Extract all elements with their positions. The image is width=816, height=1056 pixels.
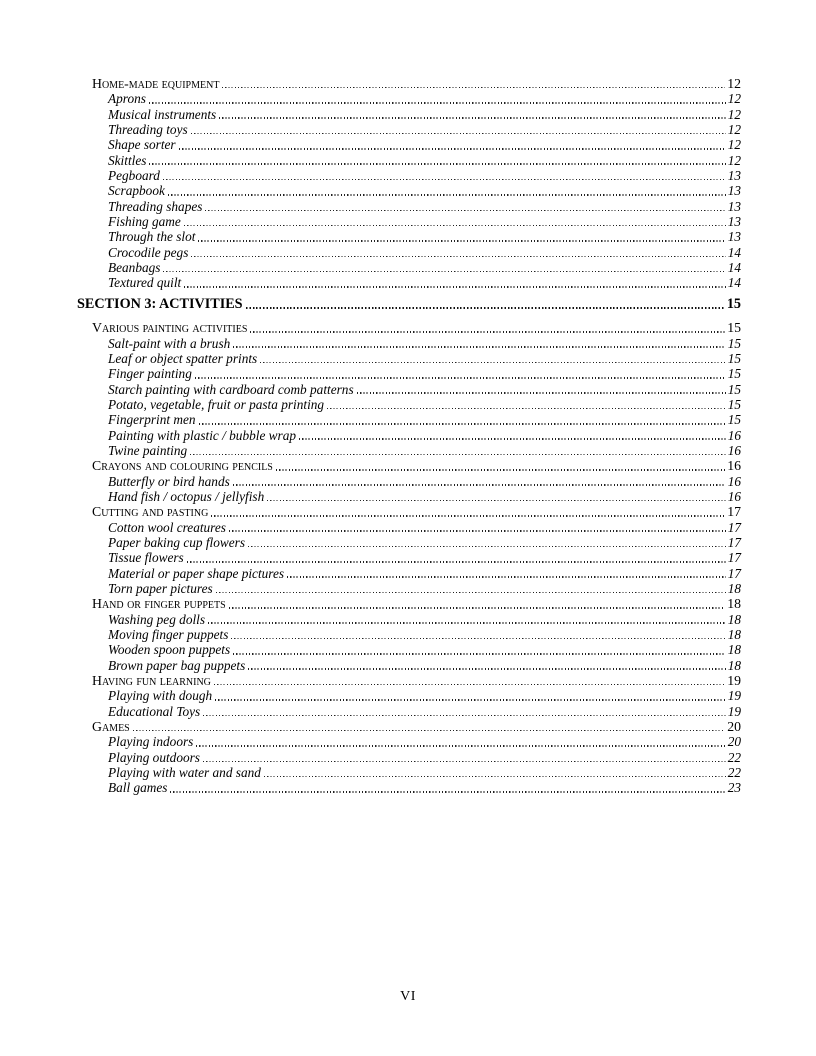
toc-dot-leader xyxy=(203,761,726,763)
toc-entry-title[interactable]: Through the slot xyxy=(108,229,196,245)
toc-entry-title[interactable]: Shape sorter xyxy=(108,137,176,153)
toc-entry-title[interactable]: Ball games xyxy=(108,780,168,796)
toc-entry-page-number: 19 xyxy=(727,703,741,719)
toc-dot-leader xyxy=(276,469,725,471)
table-of-contents xyxy=(77,76,741,796)
toc-entry[interactable] xyxy=(77,474,741,489)
toc-entry[interactable] xyxy=(77,397,741,412)
toc-entry-title[interactable]: Textured quilt xyxy=(108,275,182,291)
toc-entry-page-number: 18 xyxy=(727,581,741,596)
toc-entry[interactable] xyxy=(77,780,741,795)
toc-entry-title[interactable]: Washing peg dolls xyxy=(108,611,206,627)
toc-dot-leader xyxy=(287,576,726,578)
toc-entry-title[interactable]: Wooden spoon puppets xyxy=(108,642,231,658)
toc-dot-leader xyxy=(187,561,726,563)
toc-entry-title[interactable]: Beanbags xyxy=(108,260,161,276)
toc-dot-leader xyxy=(229,607,726,609)
toc-entry-page-number: 17 xyxy=(727,519,741,535)
toc-entry-title[interactable]: Starch painting with cardboard comb patterns xyxy=(108,381,354,397)
toc-dot-leader xyxy=(299,438,726,440)
toc-entry-page-number: 13 xyxy=(727,168,741,184)
toc-dot-leader xyxy=(184,286,725,288)
toc-entry-page-number: 13 xyxy=(727,229,741,245)
toc-entry-page-number: 14 xyxy=(727,275,741,291)
toc-entry[interactable] xyxy=(77,642,741,657)
toc-entry-page-number: 19 xyxy=(727,673,741,689)
toc-dot-leader xyxy=(184,225,726,227)
toc-entry[interactable] xyxy=(77,566,741,581)
toc-entry[interactable] xyxy=(77,214,741,229)
toc-entry[interactable] xyxy=(77,297,741,312)
toc-dot-leader xyxy=(211,515,725,517)
toc-dot-leader xyxy=(168,194,726,196)
toc-entry-page-number: 18 xyxy=(727,642,741,658)
toc-entry-title[interactable]: Torn paper pictures xyxy=(108,581,213,596)
toc-entry-page-number: 12 xyxy=(727,122,741,138)
toc-entry[interactable] xyxy=(77,734,741,749)
toc-entry[interactable] xyxy=(77,320,741,335)
toc-dot-leader xyxy=(199,423,726,425)
toc-dot-leader xyxy=(246,307,725,309)
toc-dot-leader xyxy=(357,392,726,394)
toc-dot-leader xyxy=(231,638,725,640)
toc-entry-title[interactable]: Crayons and colouring pencils xyxy=(92,458,273,474)
toc-entry-page-number: 18 xyxy=(727,657,741,673)
toc-entry-title[interactable]: Twine painting xyxy=(108,442,188,458)
toc-entry[interactable] xyxy=(77,520,741,535)
toc-dot-leader xyxy=(191,133,726,135)
toc-dot-leader xyxy=(264,776,726,778)
toc-entry-title[interactable]: Cotton wool creatures xyxy=(108,519,226,535)
toc-entry[interactable] xyxy=(77,153,741,168)
toc-entry-title[interactable]: Painting with plastic / bubble wrap xyxy=(108,427,297,443)
toc-entry[interactable] xyxy=(77,199,741,214)
toc-entry[interactable] xyxy=(77,443,741,458)
toc-dot-leader xyxy=(190,454,726,456)
footer-page-number: VI xyxy=(400,989,416,1004)
toc-dot-leader xyxy=(196,745,725,747)
toc-entry-page-number: 16 xyxy=(727,458,741,474)
toc-entry[interactable] xyxy=(77,704,741,719)
toc-entry[interactable] xyxy=(77,275,741,290)
toc-entry[interactable] xyxy=(77,351,741,366)
toc-entry-page-number: 18 xyxy=(727,611,741,627)
toc-entry-page-number: 12 xyxy=(727,91,741,107)
toc-entry-title[interactable]: Fishing game xyxy=(108,214,181,230)
toc-entry-page-number: 15 xyxy=(727,381,741,397)
toc-dot-leader xyxy=(133,730,725,732)
toc-entry[interactable] xyxy=(77,76,741,91)
toc-entry[interactable] xyxy=(77,412,741,427)
toc-entry-title[interactable]: SECTION 3: ACTIVITIES xyxy=(77,295,243,312)
toc-entry[interactable] xyxy=(77,688,741,703)
toc-entry-title[interactable]: Fingerprint men xyxy=(108,412,196,428)
toc-entry-page-number: 12 xyxy=(727,137,741,153)
toc-dot-leader xyxy=(233,484,726,486)
toc-entry-title[interactable]: Potato, vegetable, fruit or pasta printing xyxy=(108,396,325,412)
toc-entry-page-number: 22 xyxy=(727,749,741,765)
toc-entry[interactable] xyxy=(77,122,741,137)
toc-entry-title[interactable]: Various painting activities xyxy=(92,320,248,336)
toc-entry-page-number: 16 xyxy=(727,488,741,504)
toc-entry-page-number: 16 xyxy=(727,427,741,443)
toc-entry-title[interactable]: Moving finger puppets xyxy=(108,627,229,643)
toc-dot-leader xyxy=(327,408,726,410)
toc-dot-leader xyxy=(215,699,726,701)
toc-entry-page-number: 12 xyxy=(727,106,741,122)
toc-entry-page-number: 19 xyxy=(727,688,741,704)
toc-entry-page-number: 23 xyxy=(727,780,741,796)
toc-entry-title[interactable]: Playing with water and sand xyxy=(108,765,261,781)
toc-entry-page-number: 13 xyxy=(727,214,741,230)
toc-entry-page-number: 15 xyxy=(726,295,741,312)
toc-entry[interactable] xyxy=(77,581,741,596)
toc-dot-leader xyxy=(216,592,726,594)
toc-entry[interactable] xyxy=(77,596,741,611)
toc-entry[interactable] xyxy=(77,137,741,152)
toc-entry[interactable] xyxy=(77,627,741,642)
toc-entry[interactable] xyxy=(77,229,741,244)
toc-dot-leader xyxy=(149,102,726,104)
toc-entry-page-number: 14 xyxy=(727,260,741,276)
toc-dot-leader xyxy=(191,256,725,258)
toc-entry-title[interactable]: Hand fish / octopus / jellyfish xyxy=(108,488,265,504)
toc-dot-leader xyxy=(233,346,725,348)
toc-entry[interactable] xyxy=(77,489,741,504)
toc-entry-page-number: 12 xyxy=(727,76,741,91)
toc-entry-title[interactable]: Cutting and pasting xyxy=(92,504,209,520)
toc-dot-leader xyxy=(248,546,726,548)
toc-entry-page-number: 17 xyxy=(727,504,741,520)
toc-entry[interactable] xyxy=(77,107,741,122)
toc-entry-title[interactable]: Aprons xyxy=(108,91,146,107)
toc-entry[interactable] xyxy=(77,183,741,198)
toc-entry-page-number: 14 xyxy=(727,244,741,260)
toc-entry-title[interactable]: Threading toys xyxy=(108,122,188,138)
page-footer xyxy=(0,989,816,1005)
toc-dot-leader xyxy=(205,210,725,212)
toc-entry-page-number: 20 xyxy=(727,719,741,735)
toc-dot-leader xyxy=(248,668,725,670)
toc-entry-page-number: 15 xyxy=(727,366,741,382)
toc-entry-title[interactable]: Home-made equipment xyxy=(92,76,220,91)
toc-entry[interactable] xyxy=(77,428,741,443)
toc-entry-title[interactable]: Tissue flowers xyxy=(108,550,184,566)
toc-entry-title[interactable]: Musical instruments xyxy=(108,106,217,122)
toc-entry[interactable] xyxy=(77,612,741,627)
toc-entry[interactable] xyxy=(77,366,741,381)
toc-entry-page-number: 13 xyxy=(727,198,741,214)
toc-dot-leader xyxy=(149,163,725,165)
toc-dot-leader xyxy=(267,500,725,502)
toc-entry-page-number: 15 xyxy=(727,335,741,351)
toc-entry[interactable] xyxy=(77,750,741,765)
toc-entry-page-number: 16 xyxy=(727,442,741,458)
toc-entry-title[interactable]: Finger painting xyxy=(108,366,192,382)
toc-entry-page-number: 18 xyxy=(727,596,741,612)
toc-entry[interactable] xyxy=(77,719,741,734)
toc-entry[interactable] xyxy=(77,382,741,397)
toc-entry-title[interactable]: Threading shapes xyxy=(108,198,203,214)
toc-entry-page-number: 17 xyxy=(727,550,741,566)
toc-dot-leader xyxy=(229,530,726,532)
toc-entry-title[interactable]: Playing indoors xyxy=(108,734,194,750)
toc-entry-page-number: 12 xyxy=(727,152,741,168)
toc-entry-page-number: 15 xyxy=(727,350,741,366)
toc-entry[interactable] xyxy=(77,550,741,565)
toc-dot-leader xyxy=(163,179,726,181)
toc-entry-page-number: 17 xyxy=(727,565,741,581)
toc-entry-page-number: 20 xyxy=(727,734,741,750)
toc-entry-title[interactable]: Brown paper bag puppets xyxy=(108,657,246,673)
toc-entry-title[interactable]: Crocodile pegs xyxy=(108,244,189,260)
toc-entry-title[interactable]: Educational Toys xyxy=(108,703,201,719)
toc-entry-title[interactable]: Butterfly or bird hands xyxy=(108,473,230,489)
toc-entry-page-number: 16 xyxy=(727,473,741,489)
toc-entry-title[interactable]: Paper baking cup flowers xyxy=(108,534,246,550)
toc-entry-page-number: 22 xyxy=(727,765,741,781)
toc-entry-title[interactable]: Pegboard xyxy=(108,168,160,184)
toc-entry-title[interactable]: Playing with dough xyxy=(108,688,213,704)
toc-entry-title[interactable]: Salt-paint with a brush xyxy=(108,335,231,351)
toc-entry[interactable] xyxy=(77,260,741,275)
toc-entry[interactable] xyxy=(77,336,741,351)
toc-entry[interactable] xyxy=(77,535,741,550)
toc-dot-leader xyxy=(163,271,725,273)
toc-dot-leader xyxy=(170,791,725,793)
toc-entry-title[interactable]: Skittles xyxy=(108,152,147,168)
toc-dot-leader xyxy=(260,362,725,364)
toc-dot-leader xyxy=(233,653,726,655)
toc-dot-leader xyxy=(195,377,726,379)
toc-entry-title[interactable]: Material or paper shape pictures xyxy=(108,565,285,581)
toc-entry-page-number: 15 xyxy=(727,396,741,412)
toc-dot-leader xyxy=(208,622,726,624)
toc-entry[interactable] xyxy=(77,504,741,519)
toc-entry[interactable] xyxy=(77,658,741,673)
toc-dot-leader xyxy=(203,715,725,717)
toc-dot-leader xyxy=(179,148,726,150)
toc-entry-title[interactable]: Games xyxy=(92,719,130,735)
toc-dot-leader xyxy=(214,684,725,686)
toc-entry-page-number: 15 xyxy=(727,412,741,428)
toc-dot-leader xyxy=(250,331,725,333)
toc-entry-title[interactable]: Scrapbook xyxy=(108,183,165,199)
toc-entry-page-number: 17 xyxy=(727,534,741,550)
toc-entry-title[interactable]: Hand or finger puppets xyxy=(92,596,226,612)
toc-dot-leader xyxy=(219,117,725,119)
toc-dot-leader xyxy=(222,87,725,89)
toc-entry[interactable] xyxy=(77,91,741,106)
toc-entry-page-number: 15 xyxy=(727,320,741,336)
toc-entry-page-number: 18 xyxy=(727,627,741,643)
toc-entry[interactable] xyxy=(77,765,741,780)
toc-entry[interactable] xyxy=(77,458,741,473)
toc-entry-title[interactable]: Leaf or object spatter prints xyxy=(108,350,258,366)
toc-entry[interactable] xyxy=(77,673,741,688)
toc-entry-title[interactable]: Playing outdoors xyxy=(108,749,200,765)
toc-dot-leader xyxy=(198,240,725,242)
toc-entry[interactable] xyxy=(77,245,741,260)
toc-entry-title[interactable]: Having fun learning xyxy=(92,673,211,689)
toc-entry[interactable] xyxy=(77,168,741,183)
toc-entry-page-number: 13 xyxy=(727,183,741,199)
